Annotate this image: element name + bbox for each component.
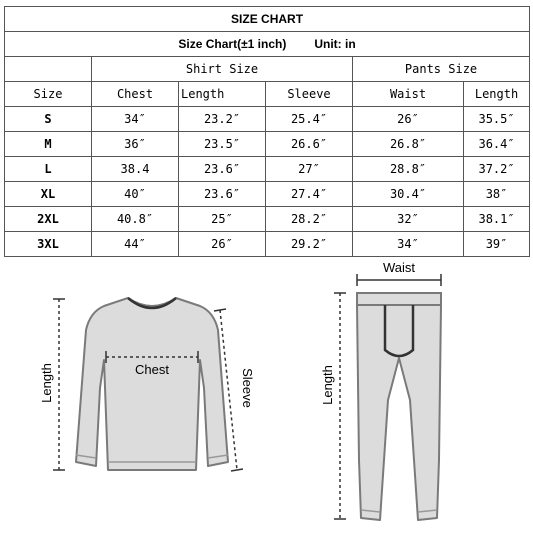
cell-chest: 40.8″ — [92, 207, 179, 232]
cell-chest: 38.4 — [92, 157, 179, 182]
cell-chest: 44″ — [92, 232, 179, 257]
cell-pants-length: 37.2″ — [464, 157, 530, 182]
cell-chest: 40″ — [92, 182, 179, 207]
pants-waistband — [357, 293, 441, 305]
header-chest: Chest — [92, 82, 179, 107]
cell-size: 2XL — [5, 207, 92, 232]
cell-waist: 34″ — [353, 232, 464, 257]
cell-shirt-length: 23.6″ — [179, 182, 266, 207]
cell-size: S — [5, 107, 92, 132]
cell-size: XL — [5, 182, 92, 207]
cell-waist: 26″ — [353, 107, 464, 132]
cell-waist: 26.8″ — [353, 132, 464, 157]
cell-sleeve: 28.2″ — [266, 207, 353, 232]
cell-pants-length: 38″ — [464, 182, 530, 207]
chart-title: SIZE CHART — [5, 7, 530, 32]
header-sleeve: Sleeve — [266, 82, 353, 107]
pants-diagram — [320, 260, 441, 520]
cell-chest: 34″ — [92, 107, 179, 132]
cell-waist: 32″ — [353, 207, 464, 232]
cell-sleeve: 27″ — [266, 157, 353, 182]
cell-pants-length: 35.5″ — [464, 107, 530, 132]
cell-pants-length: 39″ — [464, 232, 530, 257]
cell-size: 3XL — [5, 232, 92, 257]
group-pants-size: Pants Size — [353, 57, 530, 82]
cell-shirt-length: 23.6″ — [179, 157, 266, 182]
cell-sleeve: 27.4″ — [266, 182, 353, 207]
cell-waist: 30.4″ — [353, 182, 464, 207]
shirt-body — [76, 298, 228, 470]
header-size: Size — [5, 82, 92, 107]
pants-body — [357, 305, 441, 520]
cell-shirt-length: 23.2″ — [179, 107, 266, 132]
cell-pants-length: 38.1″ — [464, 207, 530, 232]
pants-length-label: Length — [320, 365, 335, 405]
header-waist: Waist — [353, 82, 464, 107]
shirt-diagram — [39, 298, 255, 471]
cell-pants-length: 36.4″ — [464, 132, 530, 157]
cell-shirt-length: 25″ — [179, 207, 266, 232]
cell-chest: 36″ — [92, 132, 179, 157]
pants-waist-label: Waist — [382, 260, 416, 275]
shirt-sleeve-label: Sleeve — [240, 368, 255, 408]
cell-sleeve: 25.4″ — [266, 107, 353, 132]
cell-sleeve: 29.2″ — [266, 232, 353, 257]
shirt-length-label: Length — [39, 363, 54, 403]
cell-sleeve: 26.6″ — [266, 132, 353, 157]
shirt-chest-label: Chest — [135, 362, 169, 377]
tolerance-label: Size Chart(±1 inch) — [178, 37, 287, 51]
cell-shirt-length: 26″ — [179, 232, 266, 257]
cell-size: L — [5, 157, 92, 182]
cell-waist: 28.8″ — [353, 157, 464, 182]
group-shirt-size: Shirt Size — [92, 57, 353, 82]
cell-shirt-length: 23.5″ — [179, 132, 266, 157]
header-shirt-length: Length — [179, 82, 266, 107]
unit-label: Unit: in — [314, 37, 356, 51]
header-pants-length: Length — [464, 82, 530, 107]
cell-size: M — [5, 132, 92, 157]
